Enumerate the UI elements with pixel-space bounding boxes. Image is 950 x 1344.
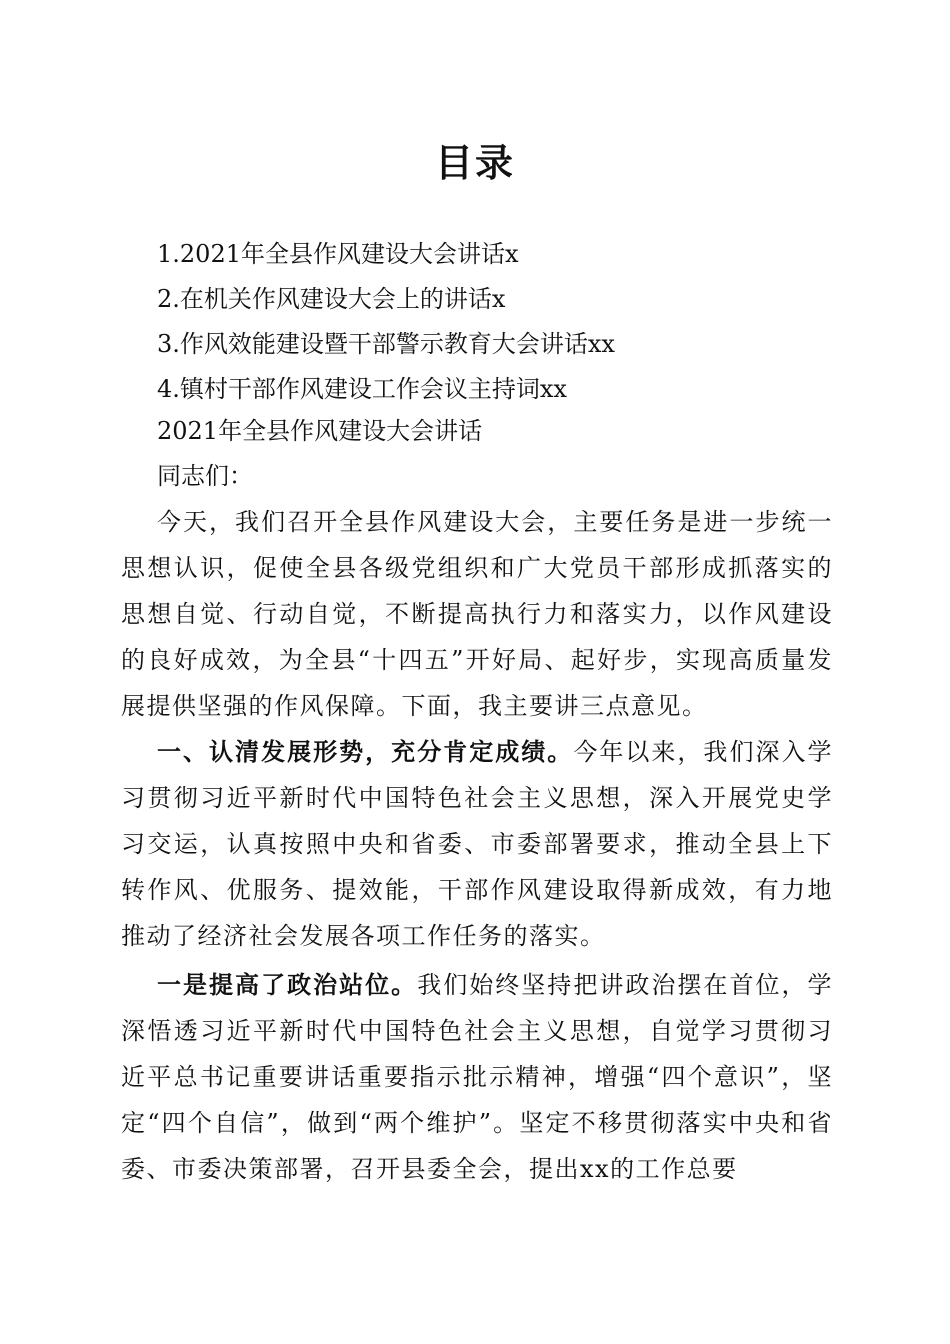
page-title: 目录 [434,140,515,185]
point-1-heading: 一是提高了政治站位。 [157,971,418,999]
toc-item[interactable]: 1.2021年全县作风建设大会讲话x [157,240,519,268]
section-1-heading: 一、认清发展形势，充分肯定成绩。 [157,738,574,766]
paragraph-point-1 [121,962,833,1192]
greeting: 同志们： [157,462,253,490]
toc-item[interactable]: 3.作风效能建设暨干部警示教育大会讲话xx [157,330,615,358]
speech-title: 2021年全县作风建设大会讲话 [157,417,483,445]
table-of-contents [157,232,837,412]
paragraph-section-1 [121,729,833,959]
point-1-text: 我们始终坚持把讲政治摆在首位，学深悟透习近平新时代中国特色社会主义思想，自觉学习贯彻习近平总书记重要讲话重要指示批示精神，增强“四个意识”，坚定“四个自信”，做到“两个维护”。坚定不移贯彻落实中央和省委、市委决策部署，召开县委全会，提出xx的工作总要 [121,971,834,1183]
section-1-text: 今年以来，我们深入学习贯彻习近平新时代中国特色社会主义思想，深入开展党史学习交运，认真按照中央和省委、市委部署要求，推动全县上下转作风、优服务、提效能，干部作风建设取得新成效，有力地推动了经济社会发展各项工作任务的落实。 [121,738,834,950]
toc-item[interactable]: 2.在机关作风建设大会上的讲话x [157,285,506,313]
toc-item[interactable]: 4.镇村干部作风建设工作会议主持词xx [157,375,567,403]
paragraph-intro: 今天，我们召开全县作风建设大会，主要任务是进一步统一思想认识，促使全县各级党组织和广大党员干部形成抓落实的思想自觉、行动自觉，不断提高执行力和落实力，以作风建设的良好成效，为全县“十四五”开好局、起好步，实现高质量发展提供坚强的作风保障。下面，我主要讲三点意见。 [121,508,833,720]
